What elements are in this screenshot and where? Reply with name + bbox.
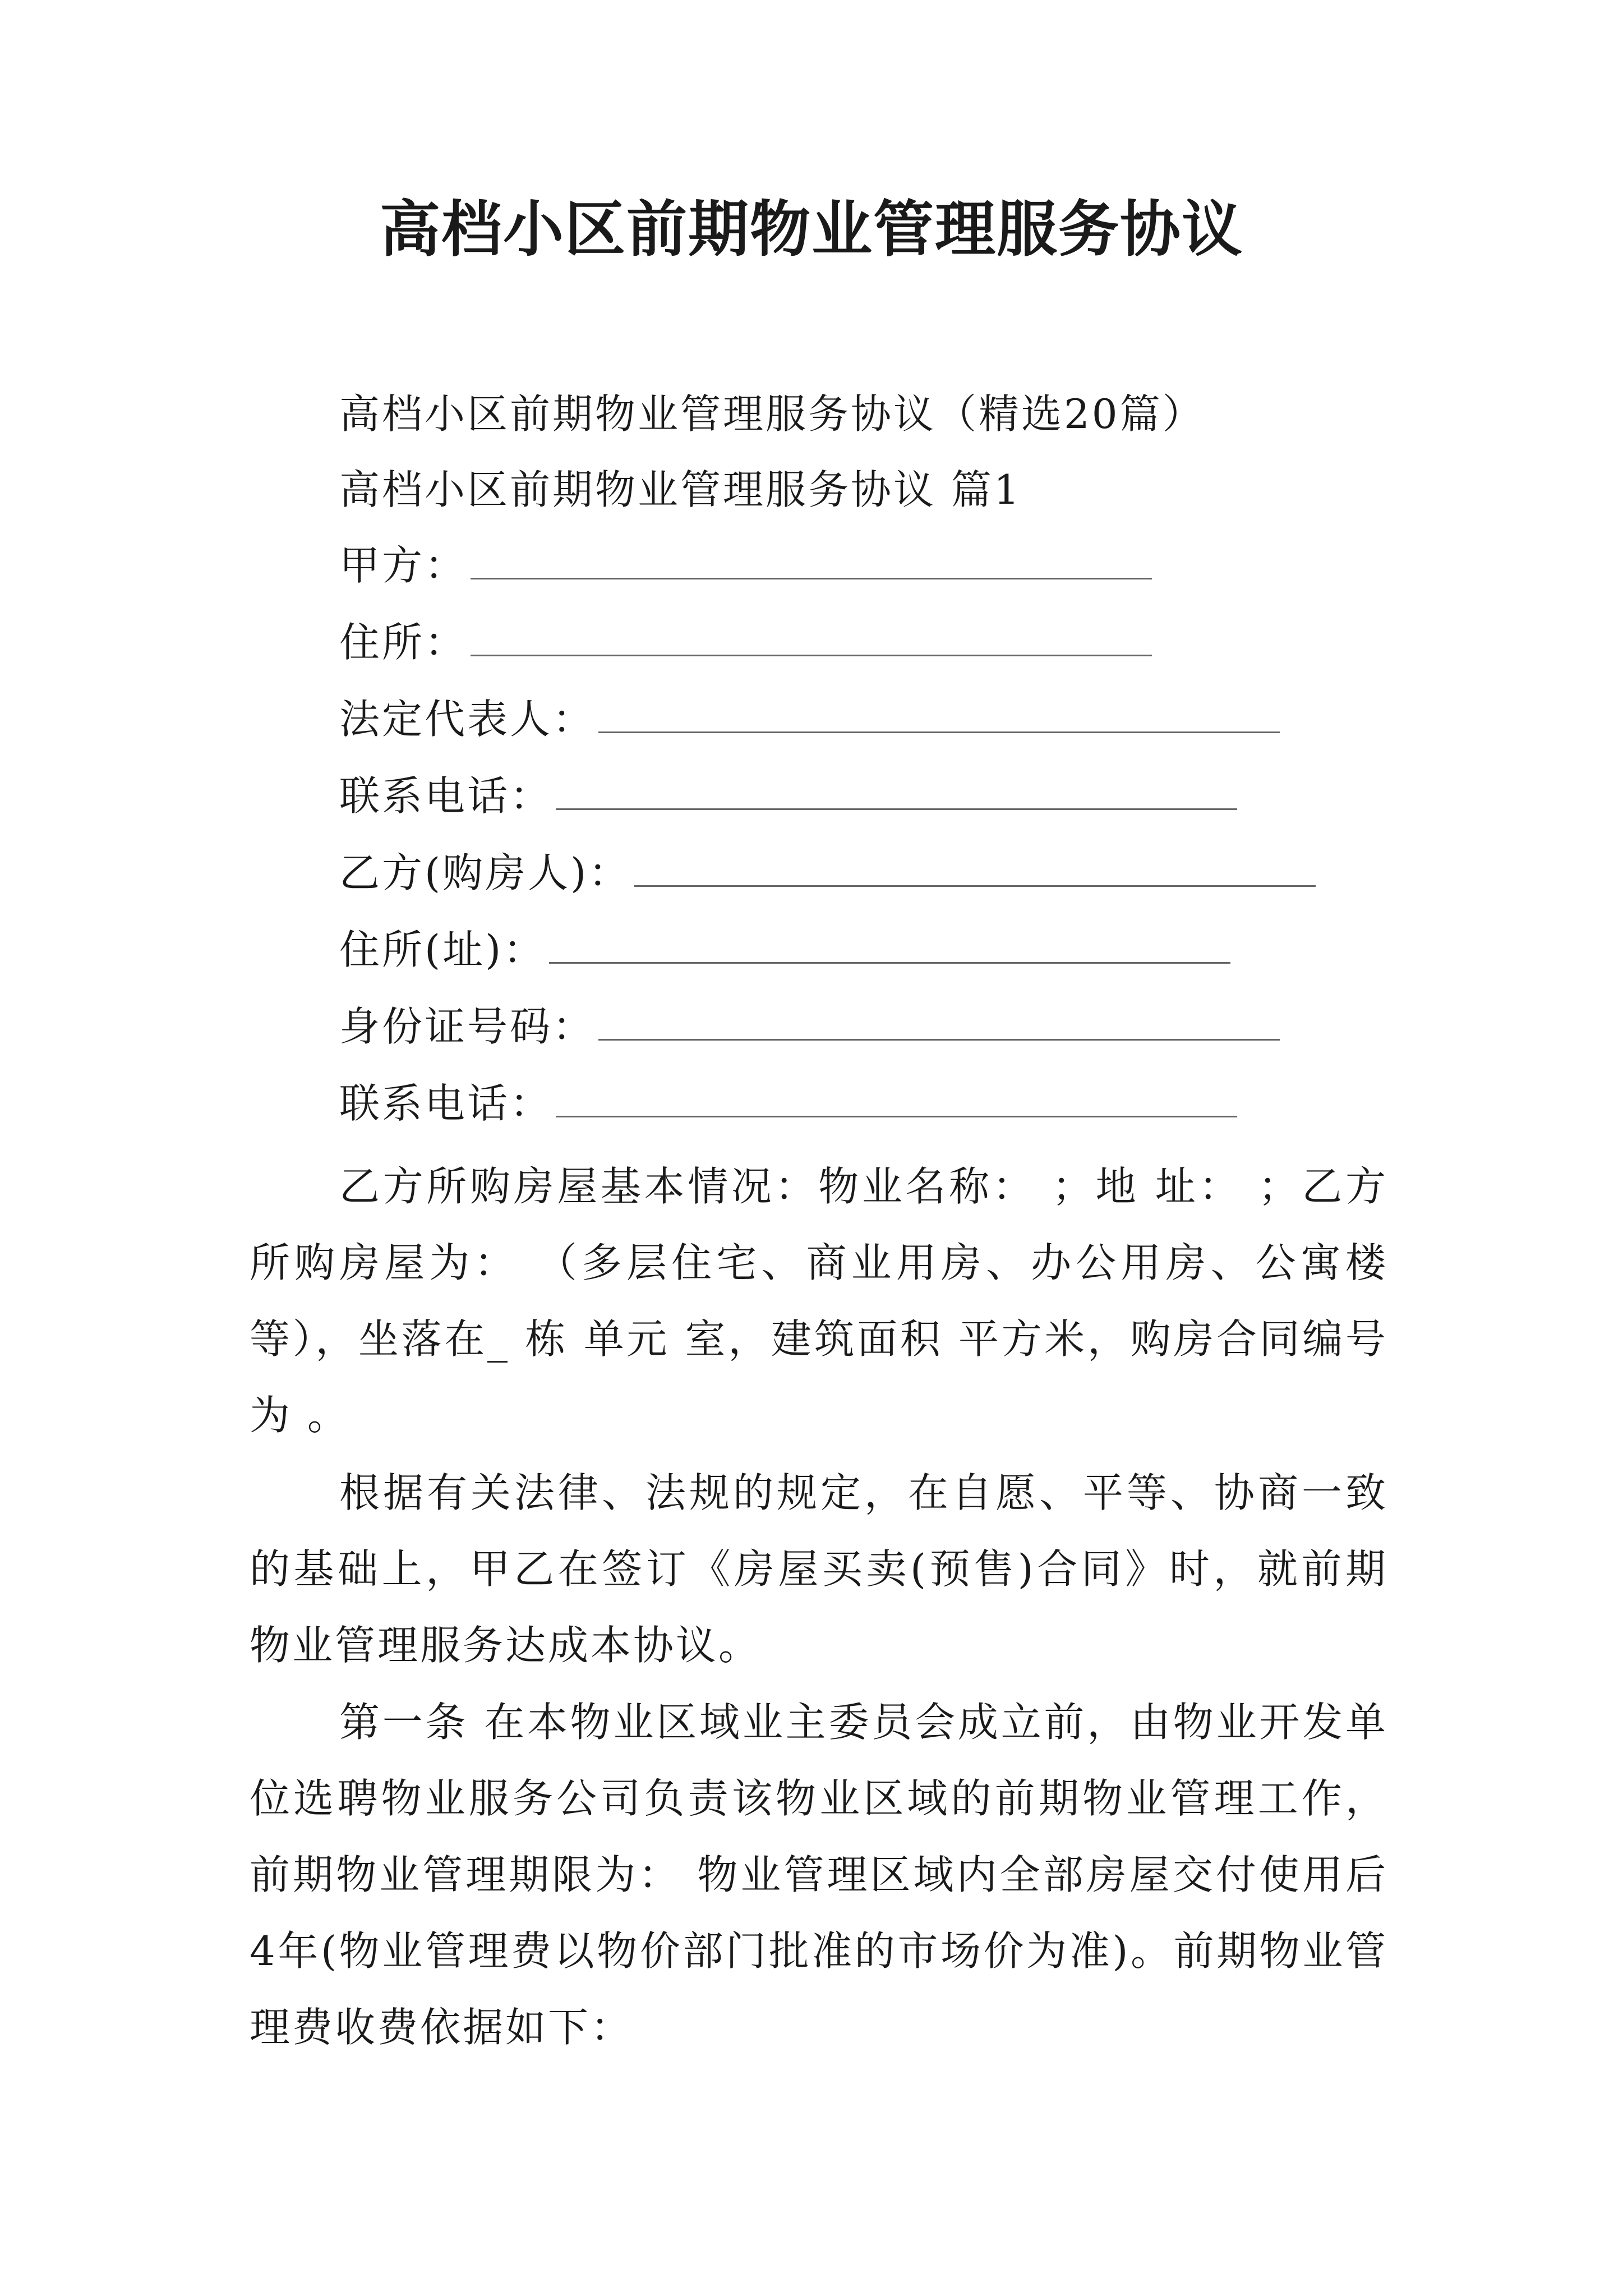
legal-representative-field xyxy=(339,695,1280,743)
field-label: 联系电话： xyxy=(339,772,553,820)
field-label: 乙方(购房人)： xyxy=(339,849,631,896)
article-one-paragraph: 第一条 在本物业区域业主委员会成立前，由物业开发单位选聘物业服务公司负责该物业区域的前期物业管理工作，前期物业管理期限为： 物业管理区域内全部房屋交付使用后4年(物业管理费以物价部门批准的市场价为准)。前期物业管理费收费依据如下： xyxy=(250,1699,1388,2051)
blank-line xyxy=(598,1010,1280,1041)
blank-line xyxy=(598,702,1280,733)
blank-line xyxy=(634,856,1316,887)
field-label: 身份证号码： xyxy=(339,1003,596,1050)
blank-line xyxy=(549,933,1230,964)
field-label: 甲方： xyxy=(339,542,468,589)
document-title: 高档小区前期物业管理服务协议 xyxy=(379,194,1243,265)
blank-line xyxy=(556,779,1237,810)
blank-line xyxy=(556,1087,1237,1117)
party-a-field xyxy=(339,541,1152,590)
document-subtitle: 高档小区前期物业管理服务协议（精选20篇） xyxy=(339,390,1205,438)
id-number-field xyxy=(339,1002,1280,1051)
section-heading: 高档小区前期物业管理服务协议 篇1 xyxy=(339,466,1022,513)
party-b-phone-field xyxy=(339,1079,1237,1128)
party-a-phone-field xyxy=(339,772,1237,820)
field-label: 联系电话： xyxy=(339,1080,553,1127)
field-label: 法定代表人： xyxy=(339,696,596,743)
field-label: 住所： xyxy=(339,619,468,666)
property-info-paragraph: 乙方所购房屋基本情况：物业名称： ；地 址： ；乙方所购房屋为： （多层住宅、商业用房、办公用房、公寓楼等），坐落在_ 栋 单元 室，建筑面积 平方米，购房合同编号为 。 xyxy=(250,1163,1388,1439)
party-b-field xyxy=(339,849,1316,897)
basis-paragraph: 根据有关法律、法规的规定，在自愿、平等、协商一致的基础上，甲乙在签订《房屋买卖(预售)合同》时，就前期物业管理服务达成本协议。 xyxy=(250,1469,1388,1669)
blank-line xyxy=(471,625,1152,656)
field-label: 住所(址)： xyxy=(339,926,546,973)
party-b-address-field xyxy=(339,926,1230,974)
blank-line xyxy=(471,549,1152,579)
party-a-address-field xyxy=(339,618,1152,666)
